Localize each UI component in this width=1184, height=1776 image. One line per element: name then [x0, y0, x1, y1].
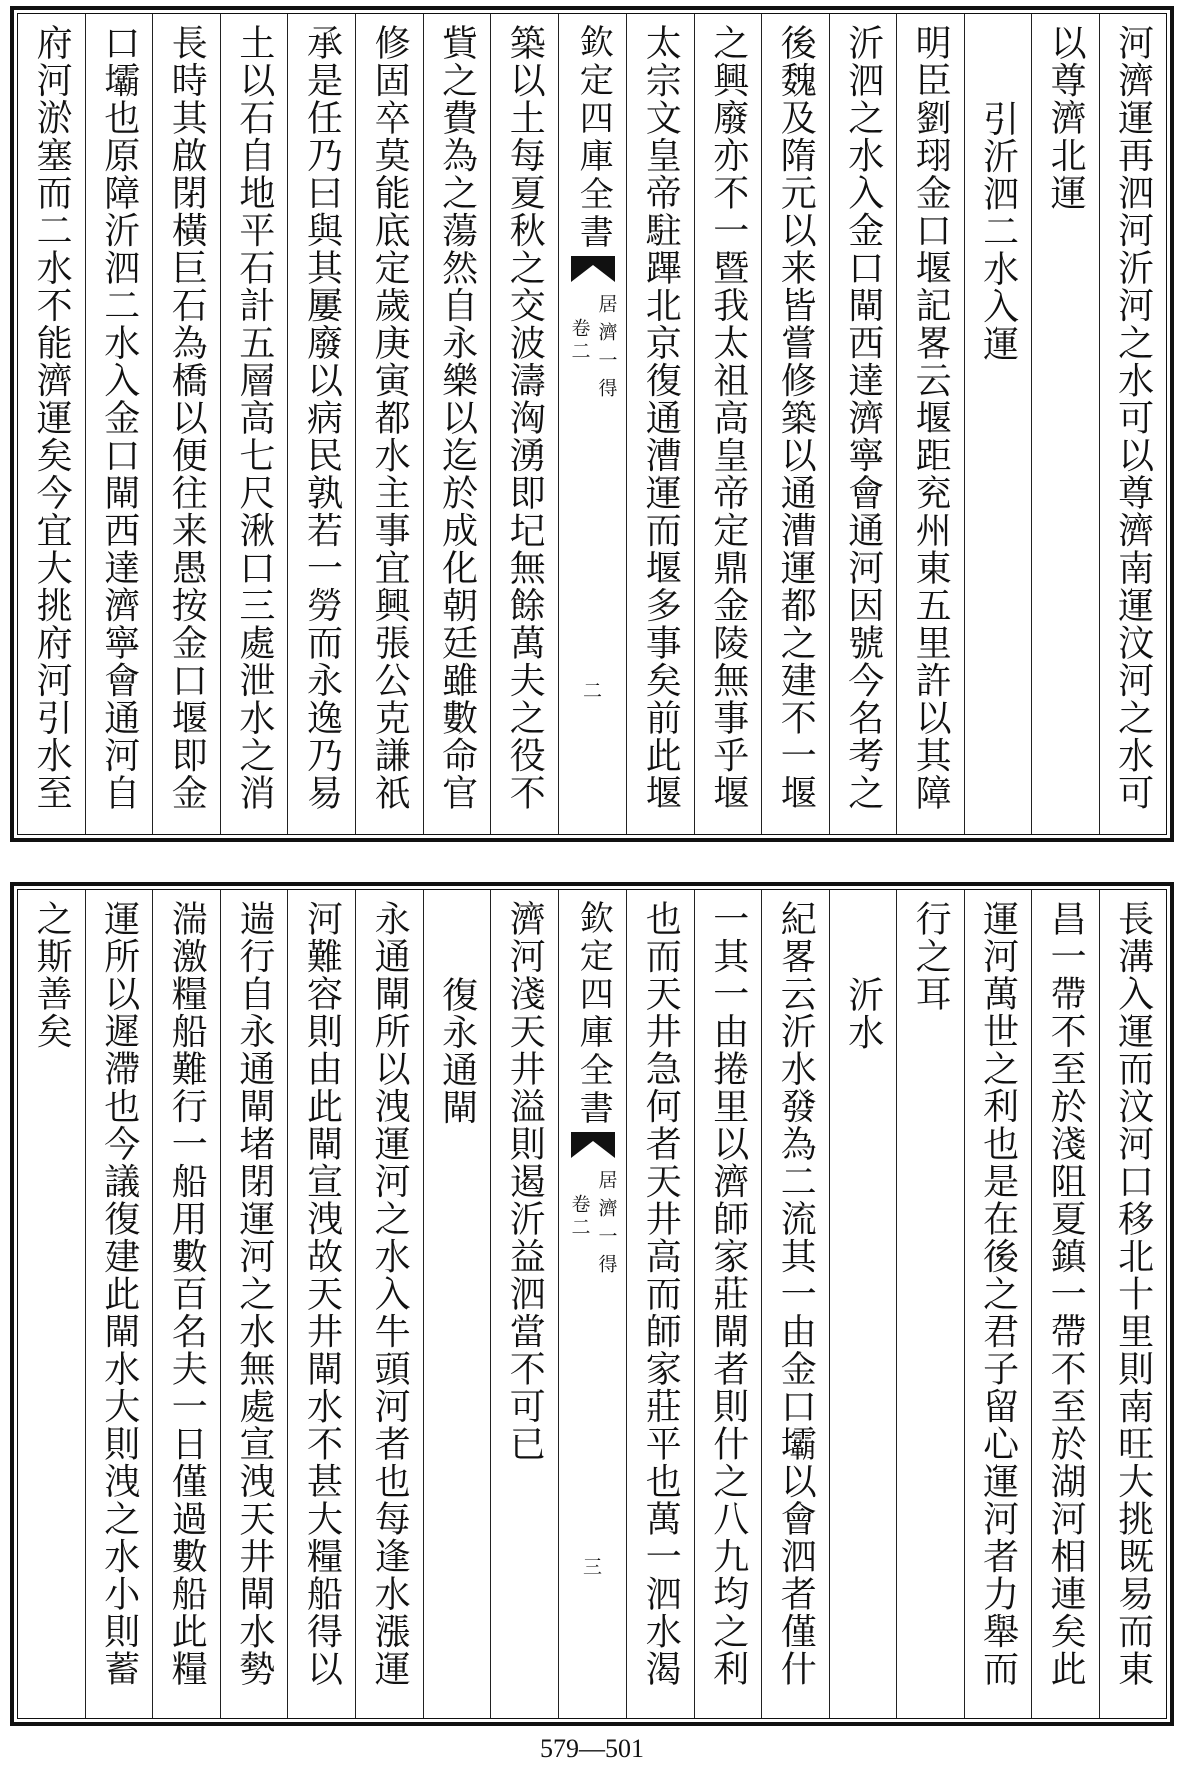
text-column: [85, 14, 153, 834]
column-text: 土以石自地平石計五層高七尺湫口三處泄水之消: [233, 24, 275, 812]
collection-title: 欽定四庫全書: [573, 24, 614, 252]
page-number: 三: [582, 1556, 603, 1578]
book-info: [570, 1170, 616, 1282]
column-text: 遄行自永通閘堵閉運河之水無處宣洩天井閘水勢: [233, 900, 275, 1688]
column-text: 濟河淺天井溢則遏沂益泗當不可已: [504, 900, 546, 1463]
section-heading-column: [829, 890, 896, 1718]
column-text: 之斯善矣: [31, 900, 73, 1050]
section-heading: 沂水: [842, 976, 884, 1051]
section-heading-column: [964, 14, 1031, 834]
column-text: 築以土每夏秋之交波濤洶湧即圮無餘萬夫之役不: [504, 24, 546, 812]
text-column: [896, 14, 963, 834]
text-column: [85, 890, 153, 1718]
text-column: [761, 14, 828, 834]
text-column: [18, 890, 85, 1718]
book-info: [570, 294, 616, 406]
text-column: [18, 14, 85, 834]
column-text: 之興廢亦不一暨我太祖高皇帝定鼎金陵無事乎堰: [707, 24, 749, 812]
column-text: 運所以遲滯也今議復建此閘水大則洩之水小則蓄: [98, 900, 140, 1688]
section-heading-column: [423, 890, 491, 1718]
text-column: [829, 14, 896, 834]
book-title: 居濟一得: [595, 1170, 618, 1282]
column-text: 一其一由捲里以濟師家莊閘者則什之八九均之利: [707, 900, 749, 1688]
text-column: [287, 14, 355, 834]
column-text: 昌一帶不至於淺阻夏鎮一帶不至於湖河相連矣此: [1045, 900, 1087, 1688]
column-text: 運河萬世之利也是在後之君子留心運河者力舉而: [977, 900, 1019, 1688]
text-column: [1099, 14, 1166, 834]
column-text: 以尊濟北運: [1045, 24, 1087, 212]
collection-title: 欽定四庫全書: [573, 900, 614, 1128]
column-text: 也而天井急何者天井高而師家莊平也萬一泗水渴: [640, 900, 682, 1688]
text-column: [626, 890, 693, 1718]
center-fold-column: [558, 14, 626, 834]
column-text: 紀畧云沂水發為二流其一由金口壩以會泗者僅什: [775, 900, 817, 1688]
text-column: [761, 890, 828, 1718]
text-column: [490, 890, 558, 1718]
column-text: 後魏及隋元以来皆嘗修築以通漕運都之建不一堰: [775, 24, 817, 812]
text-column: [152, 890, 220, 1718]
column-text: 修固卒莫能底定歲庚寅都水主事宜興張公克謙祇: [369, 24, 411, 812]
column-text: 河難容則由此閘宣洩故天井閘水不甚大糧船得以: [301, 900, 343, 1688]
column-text: 長時其啟閉橫巨石為橋以便往来愚按金口堰即金: [166, 24, 208, 812]
column-text: 永通閘所以洩運河之水入牛頭河者也每逢水漲運: [369, 900, 411, 1688]
column-text: 河濟運再泗河沂河之水可以尊濟南運汶河之水可: [1112, 24, 1154, 812]
section-heading: 復永通閘: [436, 976, 478, 1126]
text-column: [626, 14, 693, 834]
text-column: [1099, 890, 1166, 1718]
text-column: [1031, 14, 1098, 834]
fishtail-mark-icon: [571, 1132, 615, 1158]
text-column: [287, 890, 355, 1718]
inner-frame: [17, 13, 1167, 835]
text-column: [355, 890, 423, 1718]
book-title: 居濟一得: [595, 294, 618, 406]
left-text-columns: [18, 14, 558, 834]
left-text-columns: [18, 890, 558, 1718]
catalog-page-number: 579—501: [540, 1734, 644, 1763]
column-text: 長溝入運而汶河口移北十里則南旺大挑既易而東: [1112, 900, 1154, 1688]
right-text-columns: [626, 14, 1166, 834]
column-text: 府河淤塞而二水不能濟運矣今宜大挑府河引水至: [31, 24, 73, 812]
text-column: [220, 14, 288, 834]
column-text: 口壩也原障沂泗二水入金口閘西達濟寧會通河自: [98, 24, 140, 812]
text-column: [694, 890, 761, 1718]
text-column: [896, 890, 963, 1718]
text-column: [152, 14, 220, 834]
text-column: [694, 14, 761, 834]
right-text-columns: [626, 890, 1166, 1718]
text-column: [1031, 890, 1098, 1718]
column-text: 沂泗之水入金口閘西達濟寧會通河因號今名考之: [842, 24, 884, 812]
page-panel-upper: [10, 6, 1174, 842]
section-heading: 引沂泗二水入運: [977, 100, 1019, 363]
fishtail-mark-icon: [571, 256, 615, 282]
inner-frame: [17, 889, 1167, 1719]
page-number: 二: [582, 680, 603, 702]
column-text: 太宗文皇帝駐蹕北京復通漕運而堰多事矣前此堰: [640, 24, 682, 812]
text-column: [964, 890, 1031, 1718]
column-text: 貲之費為之蕩然自永樂以迄於成化朝廷雖數命官: [436, 24, 478, 812]
volume-label: 卷二: [568, 1194, 591, 1240]
text-column: [490, 14, 558, 834]
volume-label: 卷二: [568, 318, 591, 364]
center-fold-column: [558, 890, 626, 1718]
column-row: [18, 14, 1166, 834]
column-text: 行之耳: [910, 900, 952, 1013]
page-panel-lower: [10, 882, 1174, 1726]
column-row: [18, 890, 1166, 1718]
text-column: [423, 14, 491, 834]
text-column: [220, 890, 288, 1718]
column-text: 明臣劉珝金口堰記畧云堰距兖州東五里許以其障: [910, 24, 952, 812]
column-text: 承是任乃曰與其屢廢以病民孰若一勞而永逸乃易: [301, 24, 343, 812]
column-text: 湍激糧船難行一船用數百名夫一日僅過數船此糧: [166, 900, 208, 1688]
text-column: [355, 14, 423, 834]
